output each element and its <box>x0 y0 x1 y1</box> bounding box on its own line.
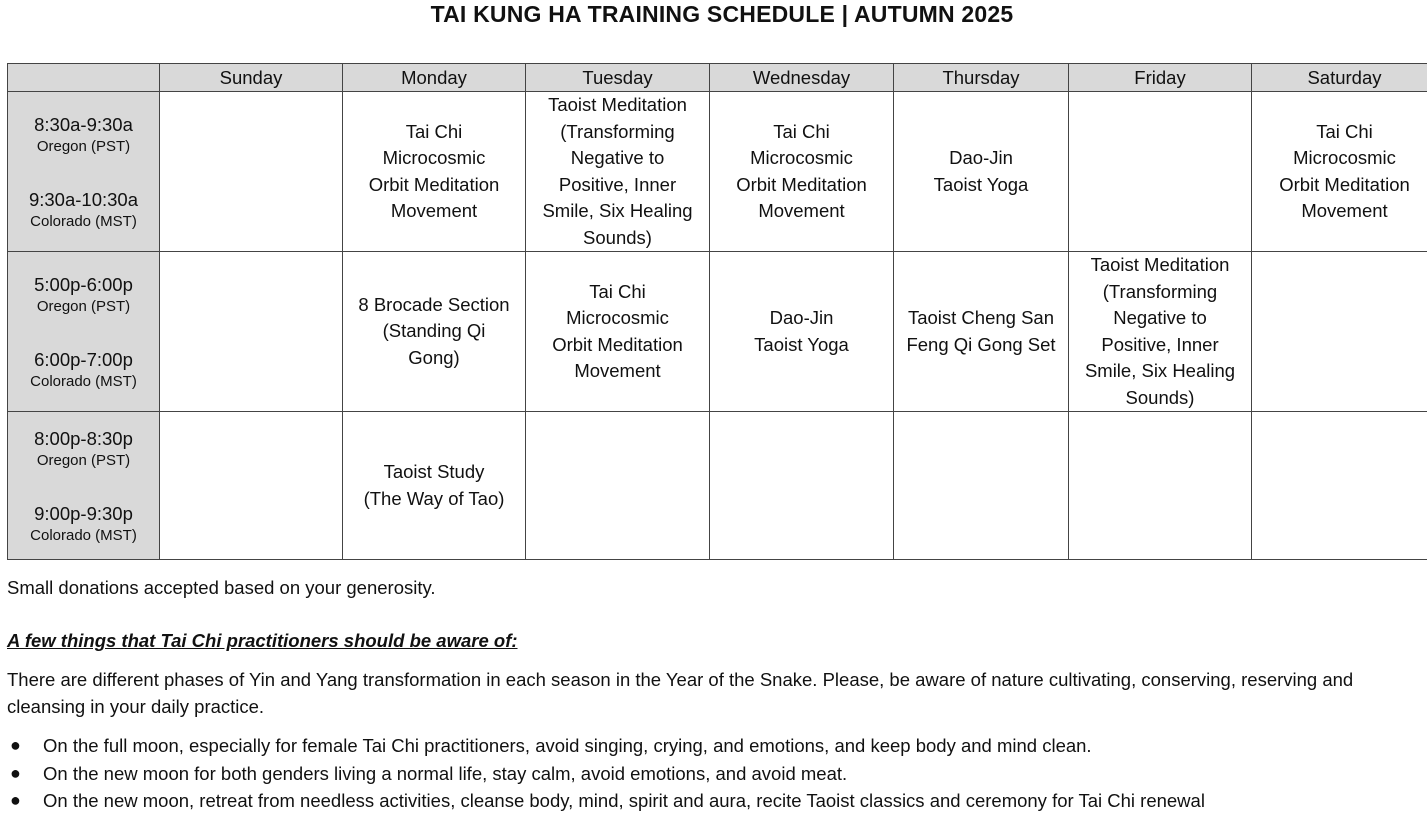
day-header-sunday: Sunday <box>160 64 343 92</box>
class-name-line: Taoist Cheng San <box>907 307 1055 328</box>
class-name-line: Smile, Six Healing <box>542 200 693 221</box>
class-name-line: Microcosmic <box>566 307 669 328</box>
class-cell-saturday <box>1252 92 1427 252</box>
class-name-line: Dao-Jin <box>769 307 834 328</box>
class-name-line: Tai Chi <box>405 120 463 142</box>
class-cell-monday <box>343 412 526 560</box>
time-range: 5:00p-6:00p <box>34 273 133 295</box>
class-cell-thursday <box>894 412 1069 560</box>
class-name-line: Smile, Six Healing <box>1084 360 1236 381</box>
class-cell-sunday <box>160 252 343 412</box>
notes-bullet-list <box>7 732 1205 815</box>
class-cell-tuesday <box>526 92 710 252</box>
bullet-icon: ● <box>10 790 21 810</box>
class-name-line: (Transforming <box>560 120 675 142</box>
class-cell-thursday <box>894 252 1069 412</box>
list-item <box>7 760 1205 788</box>
schedule-row <box>8 92 1427 252</box>
spacer <box>8 317 159 347</box>
class-cell-sunday <box>160 92 343 252</box>
class-name-line: Movement <box>574 360 661 381</box>
class-name-line: Movement <box>1301 200 1388 221</box>
class-cell-thursday <box>894 92 1069 252</box>
class-name-line: Tai Chi <box>589 280 646 302</box>
class-name-line: Negative to <box>570 147 665 168</box>
bullet-icon: ● <box>10 762 21 783</box>
class-name-line: Microcosmic <box>1293 147 1396 168</box>
day-header-friday: Friday <box>1069 64 1252 92</box>
donations-note: Small donations accepted based on your generosity. <box>7 577 436 598</box>
time-zone-label: Colorado (MST) <box>30 372 137 390</box>
class-name-line: Microcosmic <box>382 147 486 168</box>
class-name-line: Tai Chi <box>773 120 830 142</box>
class-name-line: Feng Qi Gong Set <box>906 333 1056 355</box>
class-name-line: Taoist Study <box>383 461 485 482</box>
class-name-line: Taoist Yoga <box>933 173 1029 195</box>
day-header-tuesday: Tuesday <box>526 64 710 92</box>
class-name-line: Orbit Meditation <box>368 173 500 195</box>
time-slot-cell <box>8 92 160 252</box>
time-zone-label: Oregon (PST) <box>36 451 131 469</box>
class-name-line: Taoist Meditation <box>548 94 687 115</box>
time-zone-label: Colorado (MST) <box>30 212 137 230</box>
day-header-wednesday: Wednesday <box>710 64 894 92</box>
day-header-monday: Monday <box>343 64 526 92</box>
day-header-thursday: Thursday <box>894 64 1069 92</box>
day-header-saturday: Saturday <box>1252 64 1427 92</box>
class-name-line: Orbit Meditation <box>552 333 683 355</box>
class-name-line: 8 Brocade Section <box>358 293 510 315</box>
page-title: TAI KUNG HA TRAINING SCHEDULE | AUTUMN 2025 <box>430 1 1014 27</box>
class-cell-wednesday <box>710 92 894 252</box>
class-name-line: (The Way of Tao) <box>363 487 505 509</box>
class-name-line: Dao-Jin <box>949 147 1013 168</box>
time-range: 8:00p-8:30p <box>34 427 133 449</box>
bullet-text: On the new moon, retreat from needless activities, cleanse body, mind, spirit and aura, recite Taoist classics and ceremony for Tai Chi renewal <box>43 790 1205 811</box>
list-item <box>7 787 1205 815</box>
class-name-line: Gong) <box>408 346 460 368</box>
time-zone-label: Colorado (MST) <box>30 526 137 544</box>
list-item <box>7 732 1205 760</box>
notes-heading: A few things that Tai Chi practitioners should be aware of: <box>7 630 518 651</box>
class-name-line: Movement <box>390 200 478 221</box>
bullet-icon: ● <box>10 735 21 755</box>
bullet-text: On the new moon for both genders living a normal life, stay calm, avoid emotions, and avoid meat. <box>43 762 848 784</box>
time-slot-cell <box>8 412 160 560</box>
notes-paragraph: There are different phases of Yin and Yang transformation in each season in the Year of the Snake. Please, be aware of nature cultivating, conserving, reserving and cleansing in your daily practice. <box>7 669 1354 717</box>
class-name-line: Sounds) <box>1125 386 1195 408</box>
class-name-line: Orbit Meditation <box>1279 173 1410 195</box>
class-cell-monday <box>343 92 526 252</box>
class-cell-friday <box>1069 412 1252 560</box>
class-name-line: Sounds) <box>583 226 652 248</box>
time-slot-cell <box>8 252 160 412</box>
class-name-line: Negative to <box>1113 307 1207 328</box>
time-zone-label: Oregon (PST) <box>36 137 131 155</box>
class-name-line: Movement <box>758 200 845 221</box>
class-name-line: Positive, Inner <box>1101 333 1219 355</box>
class-cell-wednesday <box>710 252 894 412</box>
spacer <box>8 157 159 187</box>
class-cell-saturday <box>1252 252 1427 412</box>
class-cell-friday <box>1069 252 1252 412</box>
class-cell-wednesday <box>710 412 894 560</box>
time-range: 6:00p-7:00p <box>34 348 133 370</box>
bullet-text: On the full moon, especially for female Tai Chi practitioners, avoid singing, crying, and emotions, and keep body and mind clean. <box>43 735 1092 756</box>
class-cell-tuesday <box>526 412 710 560</box>
class-cell-tuesday <box>526 252 710 412</box>
class-cell-sunday <box>160 412 343 560</box>
class-name-line: (Transforming <box>1102 280 1218 302</box>
class-name-line: Microcosmic <box>750 147 853 168</box>
class-name-line: Positive, Inner <box>558 173 677 195</box>
corner-cell <box>8 64 160 92</box>
time-range: 8:30a-9:30a <box>34 113 133 135</box>
schedule-row <box>8 412 1427 560</box>
spacer <box>8 471 159 501</box>
class-name-line: Taoist Meditation <box>1090 254 1230 275</box>
class-name-line: (Standing Qi <box>382 320 486 342</box>
class-cell-friday <box>1069 92 1252 252</box>
schedule-row <box>8 252 1427 412</box>
time-zone-label: Oregon (PST) <box>36 297 131 315</box>
class-name-line: Tai Chi <box>1316 120 1373 142</box>
class-name-line: Taoist Yoga <box>754 333 849 355</box>
class-name-line: Orbit Meditation <box>736 173 867 195</box>
header-row <box>8 64 1427 92</box>
class-cell-saturday <box>1252 412 1427 560</box>
schedule-table <box>7 63 1427 560</box>
time-range: 9:00p-9:30p <box>34 502 133 524</box>
class-cell-monday <box>343 252 526 412</box>
time-range: 9:30a-10:30a <box>28 188 139 210</box>
